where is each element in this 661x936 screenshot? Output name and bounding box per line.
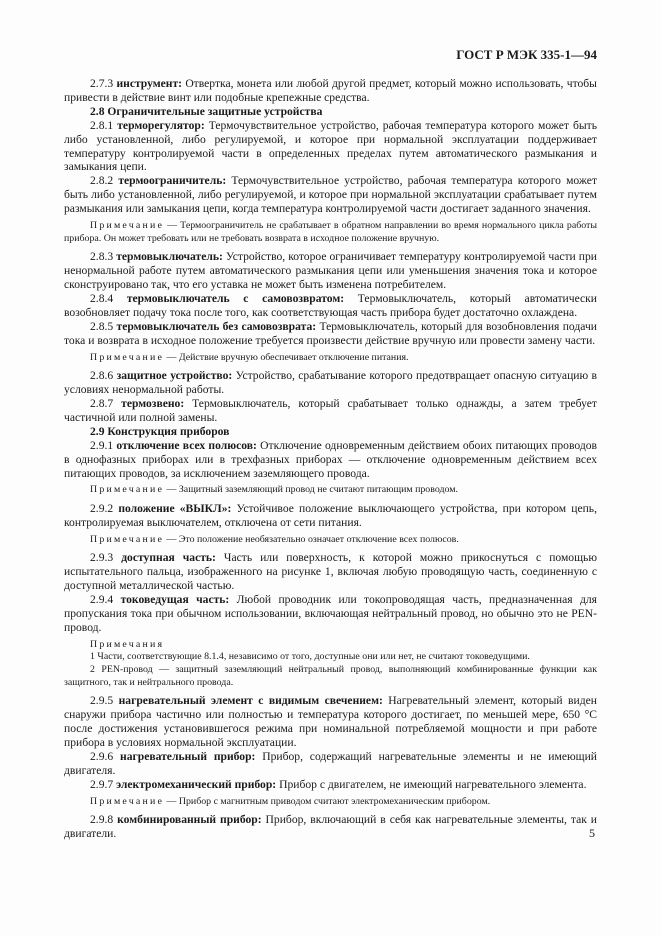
- clause-2-9-1: [64, 439, 597, 481]
- clause-text: Термочувствительное устройство, рабочая температура которого может быть либо установленной, либо регулируемой, и которое при нормальной эксплуатации поддерживает температуру контролируемой части в определенных пределах путем автоматического размыкания и замыкания цепи.: [64, 118, 598, 174]
- clause-number: 2.9.3: [90, 551, 114, 565]
- clause-2-9-2: [64, 502, 597, 530]
- clause-text: Устойчивое положение выключающего устройства, при котором цепь, контролируемая выключателем, отключена от сети питания.: [64, 502, 597, 529]
- clause-term: термовыключатель:: [116, 250, 223, 264]
- clause-text: Любой проводник или токопроводящая часть, предназначенная для пропускания тока при обычном использовании, включающая нейтральный провод, но обычно это не PEN-провод.: [64, 593, 597, 634]
- clause-term: инструмент:: [116, 77, 183, 90]
- clause-term: нагревательный прибор:: [120, 749, 256, 763]
- note-2-8-5: [64, 352, 597, 365]
- note-2-9-2: [64, 534, 597, 547]
- clause-number: 2.9.4: [90, 593, 114, 607]
- page-number: 5: [589, 826, 595, 840]
- note-2-9-1: [64, 484, 597, 497]
- clause-number: 2.9.6: [90, 749, 114, 763]
- clause-text: Устройство, срабатывание которого предотвращает опасную ситуацию в условиях ненормальной работы.: [64, 369, 597, 397]
- clause-2-8-5: [64, 320, 597, 348]
- clause-2-8-3: [64, 250, 597, 292]
- clause-number: 2.9.5: [90, 694, 114, 708]
- clause-number: 2.8.4: [90, 291, 114, 305]
- section-heading-2-8: 2.8 Ограничительные защитные устройства: [90, 104, 323, 118]
- note-label: Примечание: [90, 795, 165, 807]
- clause-2-9-7: [64, 778, 597, 792]
- clause-term: нагревательный элемент с видимым свечением:: [118, 694, 383, 708]
- clause-number: 2.8.2: [90, 174, 114, 188]
- clause-text: Прибор, содержащий нагревательные элементы и не имеющий двигателя.: [64, 749, 597, 777]
- note-item-2: 2 PEN-провод — защитный заземляющий нейтральный провод, выполняющий комбинированные функции как защитного, так и нейтрального провода.: [64, 664, 597, 688]
- clause-text: Термочувствительное устройство, рабочая температура которого может быть либо установленной, либо регулируемой, и которое при нормальной эксплуатации срабатывает путем размыкания или замыкания цепи, когда температура контролируемой части достигает заданного значения.: [64, 174, 598, 216]
- clause-2-8-4: [64, 292, 597, 320]
- notes-heading-label: Примечания: [90, 638, 165, 650]
- document-body: [64, 77, 597, 841]
- clause-2-8-2: [64, 174, 597, 216]
- clause-2-7-3: [64, 77, 597, 105]
- clause-number: 2.9.2: [90, 502, 114, 516]
- clause-text: Часть или поверхность, к которой можно прикоснуться с помощью испытательного пальца, изображенного на рисунке 1, включая любую проводящую часть, соединенную с доступной металлической частью.: [64, 551, 597, 593]
- section-heading-2-9: 2.9 Конструкция приборов: [90, 424, 230, 438]
- clause-text: Термовыключатель, который срабатывает только однажды, а затем требует частичной или полной замены.: [64, 397, 597, 424]
- clause-text: Отвертка, монета или любой другой предмет, который можно использовать, чтобы привести в действие винт или подобные крепежные средства.: [64, 77, 597, 104]
- clause-term: отключение всех полюсов:: [116, 438, 257, 452]
- document-header: ГОСТ Р МЭК 335-1—94: [456, 47, 597, 62]
- clause-number: 2.8.1: [90, 118, 114, 132]
- clause-text: Устройство, которое ограничивает температуру контролируемой части при ненормальной работе путем автоматического размыкания цепи или уменьшения значения тока и которое сконструировано так, что его уставка не может быть изменена потребителем.: [64, 250, 597, 292]
- clause-2-9-6: [64, 750, 597, 778]
- clause-2-9-5: [64, 694, 597, 750]
- clause-text: Отключение одновременным действием обоих питающих проводов в однофазных приборах или в трехфазных приборах — отключение одновременным действием всех питающих проводов, за исключением заземляющего провода.: [64, 438, 597, 480]
- note-text: — Прибор с магнитным приводом считают электромеханическим прибором.: [166, 795, 491, 807]
- clause-2-8-6: [64, 369, 597, 397]
- clause-term: комбинированный прибор:: [117, 813, 262, 827]
- clause-term: положение «ВЫКЛ»:: [118, 502, 232, 516]
- clause-term: защитное устройство:: [116, 369, 233, 383]
- clause-text: Прибор с двигателем, не имеющий нагревательного элемента.: [279, 777, 587, 791]
- clause-text: Термовыключатель, который для возобновления подачи тока и возврата в исходное положение требуется произвести действие вручную или провести замену части.: [64, 319, 597, 347]
- clause-text: Прибор, включающий в себя как нагревательные элементы, так и двигатели.: [64, 813, 597, 841]
- clause-term: термовыключатель с самовозвратом:: [126, 291, 345, 305]
- note-label: Примечание: [90, 484, 165, 496]
- clause-number: 2.9.1: [90, 438, 114, 452]
- clause-number: 2.7.3: [90, 77, 114, 90]
- note-label: Примечание: [90, 533, 165, 545]
- clause-2-9-8: [64, 813, 597, 841]
- clause-2-8-7: [64, 397, 597, 425]
- note-text: — Действие вручную обеспечивает отключение питания.: [166, 351, 409, 363]
- clause-2-9-3: [64, 551, 597, 593]
- clause-term: термозвено:: [121, 397, 185, 410]
- note-text: — Это положение необязательно означает отключение всех полюсов.: [166, 533, 459, 545]
- notes-heading: [64, 639, 597, 652]
- clause-term: электромеханический прибор:: [116, 777, 277, 791]
- clause-2-9-4: [64, 593, 597, 635]
- clause-term: термоограничитель:: [118, 174, 227, 188]
- clause-number: 2.9.7: [90, 777, 114, 791]
- clause-text: Термовыключатель, который автоматически возобновляет подачу тока после того, как соответствующая часть прибора будет достаточно охлаждена.: [64, 291, 598, 319]
- clause-number: 2.8.3: [90, 250, 114, 264]
- note-text: — Защитный заземляющий провод не считают питающим проводом.: [166, 484, 458, 496]
- clause-text: Нагревательный элемент, который виден снаружи прибора частично или полностью и температура которого достигает, по меньшей мере, 650 °С после достижения установившегося режима при номинальной потребляемой мощности и при работе прибора в условиях нормальной эксплуатации.: [64, 694, 597, 749]
- note-2-9-7: [64, 796, 597, 809]
- clause-2-8-1: [64, 119, 597, 175]
- clause-term: токоведущая часть:: [120, 593, 230, 607]
- clause-term: термовыключатель без самовозврата:: [116, 319, 317, 333]
- clause-number: 2.8.7: [90, 397, 114, 410]
- note-item-1: 1 Части, соответствующие 8.1.4, независимо от того, доступные они или нет, не считают токоведущими.: [90, 651, 530, 663]
- clause-number: 2.9.8: [90, 813, 114, 827]
- clause-number: 2.8.5: [90, 319, 114, 333]
- clause-number: 2.8.6: [90, 369, 114, 383]
- note-text: — Термоограничитель не срабатывает в обратном направлении во время нормального цикла работы прибора. Он может требовать или не требовать возврата в исходное положение вручную.: [64, 220, 597, 244]
- note-2-8-2: [64, 220, 597, 245]
- clause-term: доступная часть:: [121, 551, 216, 565]
- note-label: Примечание: [90, 351, 165, 363]
- clause-term: терморегулятор:: [117, 118, 205, 132]
- note-label: Примечание: [90, 220, 165, 232]
